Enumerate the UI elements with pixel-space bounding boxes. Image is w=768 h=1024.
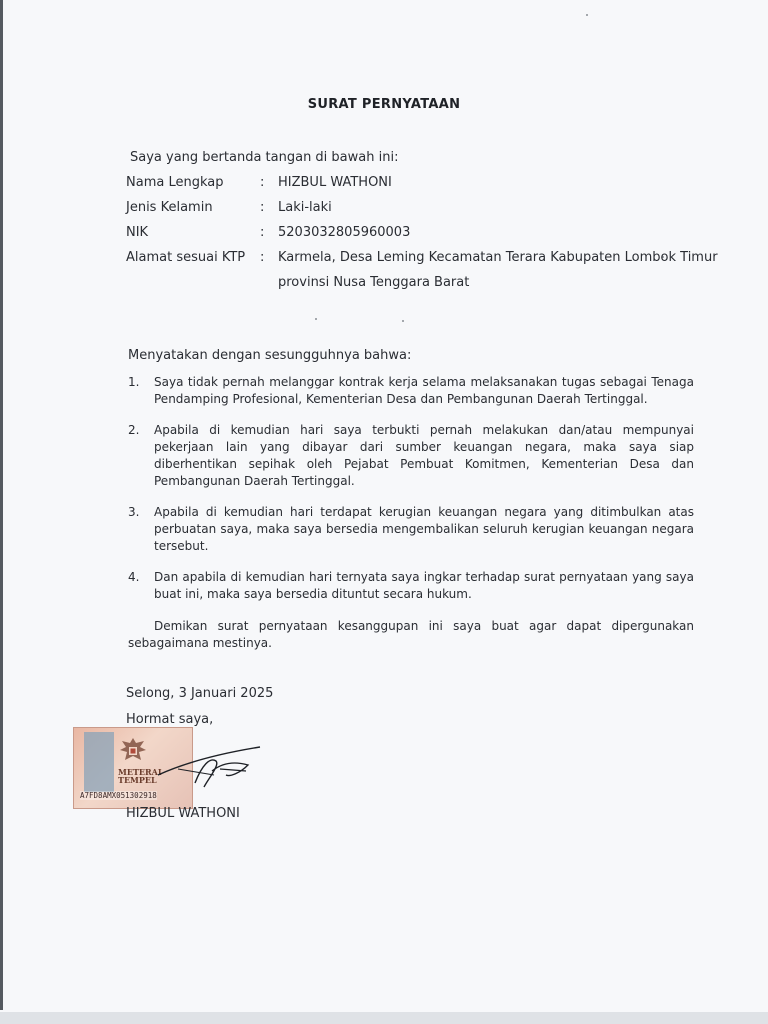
identity-block (126, 175, 726, 300)
identity-value: 5203032805960003 (278, 225, 411, 240)
identity-colon: : (260, 225, 265, 240)
identity-row-address (126, 250, 726, 300)
list-number: 4. (128, 570, 140, 584)
identity-label: Alamat sesuai KTP (126, 250, 246, 265)
identity-label: NIK (126, 225, 149, 240)
list-number: 1. (128, 375, 140, 389)
statement-list (128, 374, 694, 617)
identity-value: HIZBUL WATHONI (278, 175, 392, 190)
garuda-emblem-icon (116, 734, 150, 768)
list-item (128, 569, 694, 603)
scan-left-edge (0, 0, 3, 1010)
stamp-label-line1: METERAI (118, 767, 162, 777)
identity-label: Jenis Kelamin (126, 200, 213, 215)
list-number: 3. (128, 505, 140, 519)
intro-text: Saya yang bertanda tangan di bawah ini: (130, 150, 399, 165)
identity-value: Laki-laki (278, 200, 332, 215)
list-item (128, 422, 694, 490)
scan-bottom-edge (0, 1012, 768, 1024)
identity-colon: : (260, 250, 265, 265)
stamp-label-line2: TEMPEL (118, 775, 157, 785)
identity-label: Nama Lengkap (126, 175, 224, 190)
list-text: Apabila di kemudian hari saya terbukti pernah melakukan dan/atau mempunyai pekerjaan lain yang dibayar dari sumber keuangan negara, maka saya siap diberhentikan sepihak oleh Pejabat Pembuat Komitmen, Kementerian Desa dan Pembangunan Daerah Tertinggal. (154, 423, 694, 488)
identity-value: Karmela, Desa Leming Kecamatan Terara Kabupaten Lombok Timur provinsi Nusa Tenggara Barat (278, 250, 718, 290)
scan-speck (402, 320, 404, 322)
document-title: SURAT PERNYATAAN (307, 97, 461, 112)
list-item (128, 374, 694, 408)
closing-paragraph: Demikan surat pernyataan kesanggupan ini saya buat agar dapat dipergunakan sebagaimana mestinya. (128, 619, 694, 650)
list-text: Dan apabila di kemudian hari ternyata saya ingkar terhadap surat pernyataan yang saya buat ini, maka saya bersedia dituntut secara hukum. (154, 570, 694, 601)
stamp-value-graphic (84, 732, 114, 792)
regards-text: Hormat saya, (126, 712, 214, 727)
list-text: Apabila di kemudian hari terdapat kerugian keuangan negara yang ditimbulkan atas perbuatan saya, maka saya bersedia mengembalikan seluruh kerugian keuangan negara tersebut. (154, 505, 694, 553)
list-text: Saya tidak pernah melanggar kontrak kerja selama melaksanakan tugas sebagai Tenaga Pendamping Profesional, Kementerian Desa dan Pembangunan Daerah Tertinggal. (154, 375, 694, 406)
identity-colon: : (260, 175, 265, 190)
scan-speck (586, 14, 588, 16)
list-item (128, 504, 694, 555)
signer-name: HIZBUL WATHONI (126, 806, 240, 821)
declaration-intro: Menyatakan dengan sesungguhnya bahwa: (128, 348, 412, 363)
handwritten-signature (150, 735, 270, 795)
identity-colon: : (260, 200, 265, 215)
stamp-serial: A7FD8AMX051302918 (80, 791, 157, 800)
scan-speck (315, 318, 317, 320)
place-date: Selong, 3 Januari 2025 (126, 686, 274, 701)
list-number: 2. (128, 423, 140, 437)
